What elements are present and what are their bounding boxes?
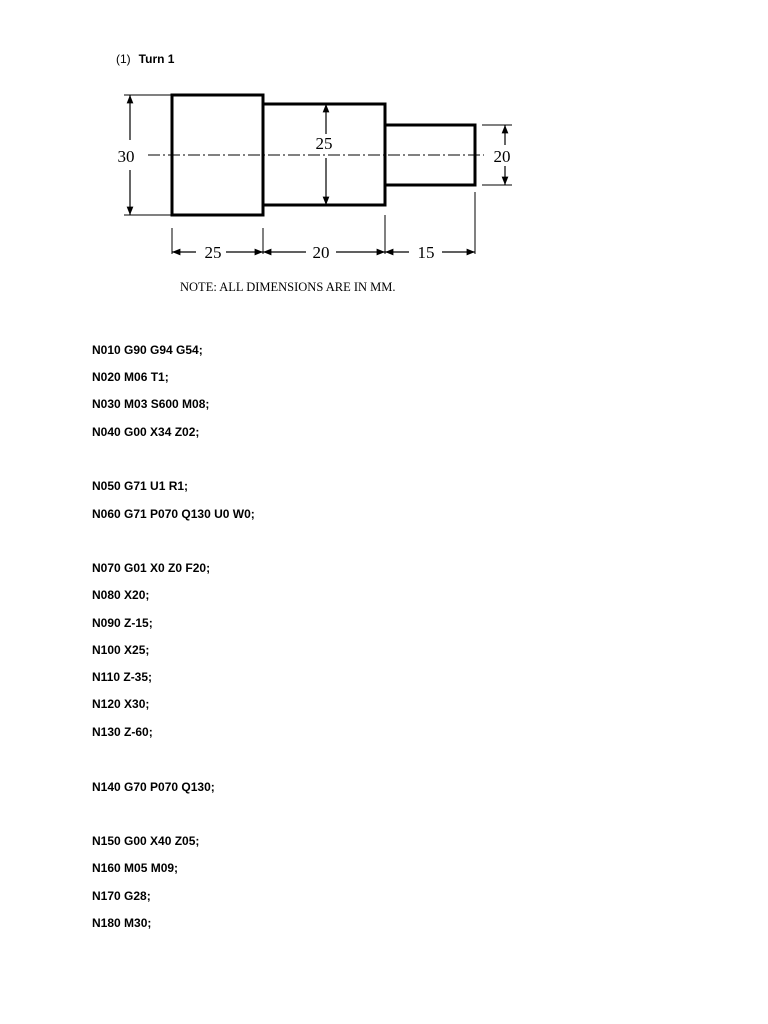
- program-line: N060 G71 P070 Q130 U0 W0;: [92, 507, 255, 521]
- program-line: N140 G70 P070 Q130;: [92, 780, 215, 794]
- program-line: N150 G00 X40 Z05;: [92, 834, 200, 848]
- program-line: N180 M30;: [92, 916, 152, 930]
- program-line: N070 G01 X0 Z0 F20;: [92, 561, 211, 575]
- program-line: N010 G90 G94 G54;: [92, 343, 203, 357]
- program-line: N020 M06 T1;: [92, 370, 169, 384]
- dimension-label-30: 30: [117, 147, 135, 166]
- dimension-label-length-15: 15: [417, 243, 435, 262]
- program-line: N170 G28;: [92, 889, 151, 903]
- dimension-label-length-25: 25: [204, 243, 222, 262]
- section-number: (1): [116, 52, 131, 66]
- program-line: N100 X25;: [92, 643, 150, 657]
- program-line: N130 Z-60;: [92, 725, 153, 739]
- drawing-note: NOTE: ALL DIMENSIONS ARE IN MM.: [180, 280, 396, 294]
- program-line: N090 Z-15;: [92, 616, 153, 630]
- program-line: N050 G71 U1 R1;: [92, 479, 189, 493]
- dimension-label-25: 25: [315, 134, 333, 153]
- program-line: N080 X20;: [92, 588, 150, 602]
- program-line: N120 X30;: [92, 697, 150, 711]
- turning-part-drawing: [0, 0, 768, 320]
- program-line: N040 G00 X34 Z02;: [92, 425, 200, 439]
- dimension-label-20: 20: [493, 147, 511, 166]
- program-line: N110 Z-35;: [92, 670, 153, 684]
- program-line: N030 M03 S600 M08;: [92, 397, 210, 411]
- dimension-label-length-20: 20: [312, 243, 330, 262]
- section-title: Turn 1: [138, 52, 175, 66]
- program-line: N160 M05 M09;: [92, 861, 179, 875]
